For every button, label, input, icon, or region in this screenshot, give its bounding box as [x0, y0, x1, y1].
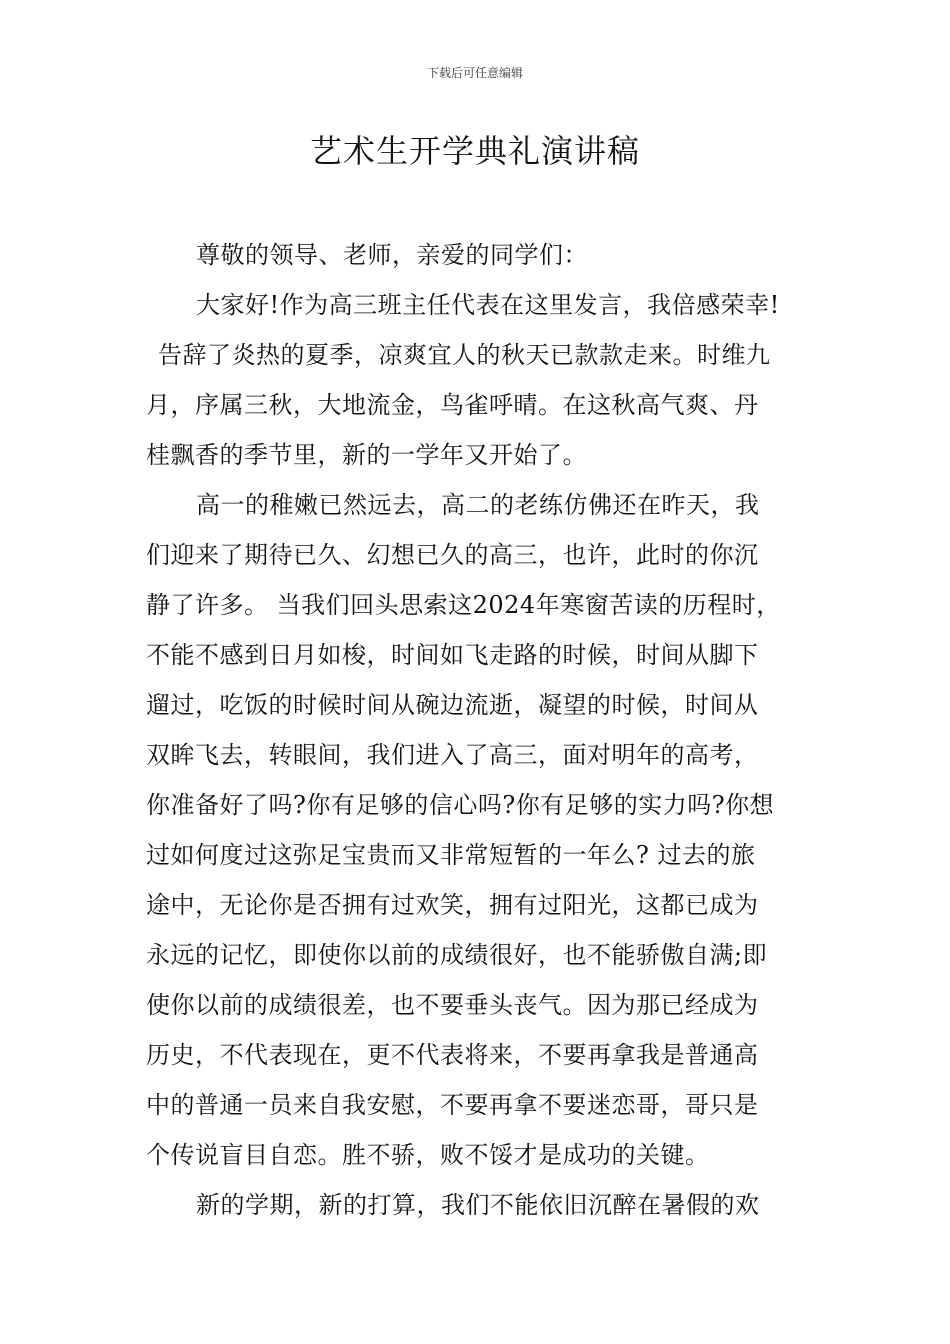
body-line: 使你以前的成绩很差，也不要垂头丧气。因为那已经成为: [146, 991, 759, 1019]
body-line: 月，序属三秋，大地流金，鸟雀呼晴。在这秋高气爽、丹: [146, 391, 759, 419]
body-line: 高一的稚嫩已然远去，高二的老练仿佛还在昨天，我: [196, 491, 760, 519]
salutation-line: 尊敬的领导、老师，亲爱的同学们：: [196, 241, 588, 269]
body-line: 们迎来了期待已久、幻想已久的高三，也许，此时的你沉: [146, 541, 759, 569]
body-line: 过如何度过这弥足宝贵而又非常短暂的一年么? 过去的旅: [146, 841, 756, 869]
body-line: 个传说盲目自恋。胜不骄，败不馁才是成功的关键。: [146, 1141, 710, 1169]
body-line: 遛过，吃饭的时候时间从碗边流逝，凝望的时候，时间从: [146, 691, 759, 719]
page-header-note: 下载后可任意编辑: [426, 66, 523, 80]
body-line: 大家好!作为高三班主任代表在这里发言，我倍感荣幸!: [196, 291, 780, 319]
body-line: 不能不感到日月如梭，时间如飞走路的时候，时间从脚下: [146, 641, 759, 669]
body-line: 告辞了炎热的夏季，凉爽宜人的秋天已款款走来。时维九: [158, 341, 771, 369]
body-line: 桂飘香的季节里，新的一学年又开始了。: [146, 441, 587, 469]
body-line: 中的普通一员来自我安慰，不要再拿不要迷恋哥，哥只是: [146, 1091, 759, 1119]
document-title: 艺术生开学典礼演讲稿: [309, 132, 640, 170]
document-body: [146, 230, 812, 1230]
body-line: 永远的记忆，即使你以前的成绩很好，也不能骄傲自满;即: [146, 941, 768, 969]
body-line: 你准备好了吗?你有足够的信心吗?你有足够的实力吗?你想: [146, 791, 775, 819]
body-line: 静了许多。 当我们回头思索这2024年寒窗苦读的历程时，: [146, 591, 781, 619]
body-line: 双眸飞去，转眼间，我们进入了高三，面对明年的高考，: [146, 741, 759, 769]
body-line: 历史，不代表现在，更不代表将来，不要再拿我是普通高: [146, 1041, 759, 1069]
body-line: 途中，无论你是否拥有过欢笑，拥有过阳光，这都已成为: [146, 891, 759, 919]
body-line: 新的学期，新的打算，我们不能依旧沉醉在暑假的欢: [196, 1191, 760, 1219]
